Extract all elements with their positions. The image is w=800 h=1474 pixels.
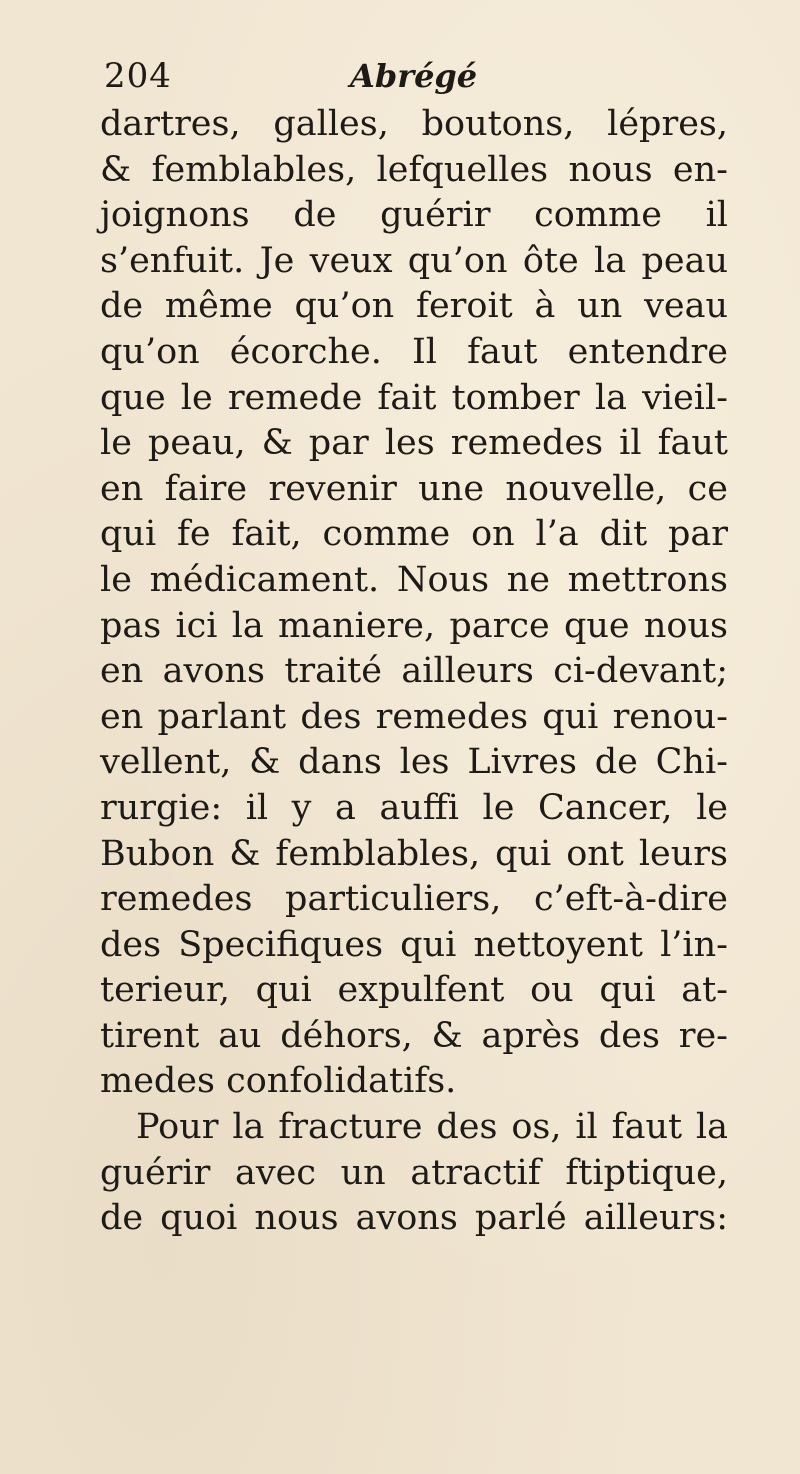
text-line: joignons de guérir comme il — [100, 195, 728, 236]
text-line: en faire revenir une nouvelle, ce — [100, 468, 728, 509]
text-line: de quoi nous avons parlé ailleurs: — [100, 1198, 728, 1239]
text-line: s’enfuit. Je veux qu’on ôte la peau — [100, 240, 728, 281]
text-line: guérir avec un atractif ftiptique, — [100, 1152, 728, 1193]
text-line: tirent au déhors, & après des re- — [100, 1015, 728, 1056]
text-line: des Specifiques qui nettoyent l’in- — [100, 924, 728, 965]
text-line: terieur, qui expulfent ou qui at- — [100, 970, 728, 1011]
text-line: pas ici la maniere, parce que nous — [100, 605, 728, 646]
text-line: qui fe fait, comme on l’a dit par — [100, 514, 728, 555]
page-number: 204 — [104, 56, 172, 96]
paragraph-end-line: medes confolidatifs. — [100, 1061, 457, 1102]
text-line: & femblables, lefquelles nous en- — [100, 149, 728, 190]
text-line: qu’on écorche. Il faut entendre — [100, 331, 728, 372]
text-line: Bubon & femblables, qui ont leurs — [100, 833, 728, 874]
text-line: en parlant des remedes qui renou- — [100, 696, 728, 737]
text-line: que le remede fait tomber la vieil- — [100, 377, 728, 418]
text-line: rurgie: il y a auffi le Cancer, le — [100, 787, 728, 828]
paragraph-start-line: Pour la fracture des os, il faut la — [136, 1107, 728, 1148]
page-header — [104, 52, 704, 100]
text-line: en avons traité ailleurs ci-devant; — [100, 651, 728, 692]
text-line: le peau, & par les remedes il faut — [100, 423, 728, 464]
text-line: dartres, galles, boutons, lépres, — [100, 104, 728, 144]
text-line: le médicament. Nous ne mettrons — [100, 559, 728, 600]
text-line: de même qu’on feroit à un veau — [100, 286, 728, 327]
text-line: vellent, & dans les Livres de Chi- — [100, 742, 728, 783]
running-title: Abrégé — [350, 57, 478, 95]
body-text — [100, 102, 728, 1242]
text-line: remedes particuliers, c’eft-à-dire — [100, 879, 728, 920]
